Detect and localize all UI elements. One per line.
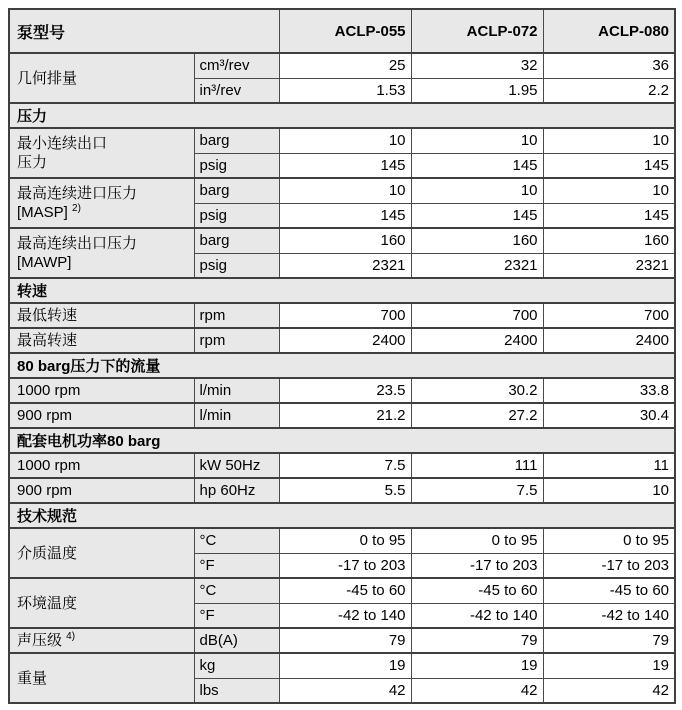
unit-cell: °C <box>194 578 279 603</box>
pump-spec-table <box>8 8 676 704</box>
unit-cell: in³/rev <box>194 78 279 103</box>
value-cell: 5.5 <box>279 478 411 503</box>
spec-label <box>9 303 194 328</box>
value-cell: 10 <box>543 178 675 203</box>
value-cell: 79 <box>411 628 543 653</box>
spec-row <box>9 653 675 678</box>
spec-label-line: 最低转速 <box>17 307 78 324</box>
value-cell: 10 <box>279 178 411 203</box>
value-cell: 30.2 <box>411 378 543 403</box>
value-cell: 32 <box>411 53 543 78</box>
spec-label-line: [MAWP] <box>17 254 72 271</box>
value-cell: 700 <box>279 303 411 328</box>
spec-row <box>9 528 675 553</box>
value-cell: 19 <box>411 653 543 678</box>
spec-row <box>9 228 675 253</box>
spec-label-line: 几何排量 <box>17 69 78 87</box>
spec-label-line: 压力 <box>17 154 48 171</box>
unit-cell: barg <box>194 228 279 253</box>
spec-row <box>9 178 675 203</box>
spec-label <box>9 628 194 653</box>
value-cell: 7.5 <box>279 453 411 478</box>
spec-label-line: [MASP] $^{2)}$ <box>17 203 81 221</box>
value-cell: 11 <box>543 453 675 478</box>
spec-row <box>9 303 675 328</box>
value-cell: 33.8 <box>543 378 675 403</box>
spec-table-body <box>9 53 675 703</box>
model-header-row <box>9 9 675 53</box>
value-cell: 2.2 <box>543 78 675 103</box>
spec-label-line: 1000 rpm <box>17 382 81 399</box>
value-cell: 25 <box>279 53 411 78</box>
unit-cell: °F <box>194 553 279 578</box>
unit-cell: °F <box>194 603 279 628</box>
spec-row <box>9 578 675 603</box>
value-cell: -42 to 140 <box>411 603 543 628</box>
spec-row <box>9 128 675 153</box>
unit-cell: dB(A) <box>194 628 279 653</box>
spec-label <box>9 328 194 353</box>
spec-label <box>9 653 194 703</box>
value-cell: 145 <box>279 153 411 178</box>
spec-label <box>9 478 194 503</box>
unit-cell: l/min <box>194 378 279 403</box>
unit-cell: psig <box>194 203 279 228</box>
spec-label <box>9 403 194 428</box>
value-cell: 79 <box>279 628 411 653</box>
model-column-header-2: ACLP-072 <box>411 9 543 53</box>
spec-label-line: 环境温度 <box>17 594 78 612</box>
value-cell: 160 <box>543 228 675 253</box>
footnote-marker: 2) <box>72 203 81 214</box>
spec-label <box>9 528 194 578</box>
value-cell: 10 <box>411 178 543 203</box>
value-cell: 160 <box>411 228 543 253</box>
value-cell: -42 to 140 <box>279 603 411 628</box>
unit-cell: l/min <box>194 403 279 428</box>
footnote-marker: 4) <box>66 631 76 642</box>
section-header: 压力 <box>9 103 675 128</box>
value-cell: -17 to 203 <box>543 553 675 578</box>
value-cell: 2400 <box>279 328 411 353</box>
value-cell: 21.2 <box>279 403 411 428</box>
value-cell: 27.2 <box>411 403 543 428</box>
value-cell: 19 <box>543 653 675 678</box>
section-header: 80 barg压力下的流量 <box>9 353 675 378</box>
value-cell: 111 <box>411 453 543 478</box>
value-cell: 10 <box>411 128 543 153</box>
value-cell: 10 <box>543 478 675 503</box>
value-cell: 2321 <box>279 253 411 278</box>
spec-label-line: 介质温度 <box>17 544 78 562</box>
value-cell: 30.4 <box>543 403 675 428</box>
spec-label-line: 最小连续出口 <box>17 135 108 152</box>
model-column-header-1: ACLP-055 <box>279 9 411 53</box>
spec-label <box>9 378 194 403</box>
unit-cell: psig <box>194 253 279 278</box>
spec-label-line: 最高转速 <box>17 332 78 349</box>
spec-label-line: 重量 <box>17 669 48 687</box>
value-cell: 10 <box>279 128 411 153</box>
section-header: 技术规范 <box>9 503 675 528</box>
value-cell: 2400 <box>411 328 543 353</box>
value-cell: -42 to 140 <box>543 603 675 628</box>
value-cell: 2321 <box>543 253 675 278</box>
value-cell: 7.5 <box>411 478 543 503</box>
unit-cell: barg <box>194 178 279 203</box>
value-cell: 1.95 <box>411 78 543 103</box>
unit-cell: cm³/rev <box>194 53 279 78</box>
unit-cell: kW 50Hz <box>194 453 279 478</box>
spec-row <box>9 478 675 503</box>
value-cell: -45 to 60 <box>279 578 411 603</box>
value-cell: -45 to 60 <box>411 578 543 603</box>
value-cell: 10 <box>543 128 675 153</box>
value-cell: 42 <box>279 678 411 703</box>
section-row <box>9 503 675 528</box>
section-row <box>9 353 675 378</box>
spec-row <box>9 53 675 78</box>
spec-row <box>9 328 675 353</box>
spec-row <box>9 403 675 428</box>
section-row <box>9 278 675 303</box>
section-row <box>9 103 675 128</box>
value-cell: 0 to 95 <box>279 528 411 553</box>
spec-row <box>9 453 675 478</box>
value-cell: 145 <box>411 203 543 228</box>
value-cell: 145 <box>543 203 675 228</box>
unit-cell: rpm <box>194 303 279 328</box>
spec-label-line: 声压级 $^{4)}$ <box>17 631 76 649</box>
spec-row <box>9 378 675 403</box>
value-cell: 1.53 <box>279 78 411 103</box>
value-cell: 700 <box>411 303 543 328</box>
spec-label <box>9 128 194 178</box>
value-cell: -17 to 203 <box>279 553 411 578</box>
value-cell: 700 <box>543 303 675 328</box>
spec-label <box>9 228 194 278</box>
unit-cell: hp 60Hz <box>194 478 279 503</box>
value-cell: 23.5 <box>279 378 411 403</box>
section-row <box>9 428 675 453</box>
value-cell: 145 <box>543 153 675 178</box>
spec-label-line: 900 rpm <box>17 482 73 499</box>
unit-cell: °C <box>194 528 279 553</box>
value-cell: 160 <box>279 228 411 253</box>
model-column-header-3: ACLP-080 <box>543 9 675 53</box>
pump-model-title: 泵型号 <box>9 9 279 53</box>
value-cell: -45 to 60 <box>543 578 675 603</box>
spec-label-line: 900 rpm <box>17 407 73 424</box>
spec-row <box>9 628 675 653</box>
value-cell: 79 <box>543 628 675 653</box>
unit-cell: lbs <box>194 678 279 703</box>
value-cell: 2400 <box>543 328 675 353</box>
spec-label-line: 1000 rpm <box>17 457 81 474</box>
value-cell: 19 <box>279 653 411 678</box>
section-header: 转速 <box>9 278 675 303</box>
spec-label-line: 最高连续出口压力 <box>17 235 138 252</box>
value-cell: 0 to 95 <box>543 528 675 553</box>
spec-label <box>9 453 194 478</box>
value-cell: 2321 <box>411 253 543 278</box>
value-cell: -17 to 203 <box>411 553 543 578</box>
value-cell: 145 <box>279 203 411 228</box>
value-cell: 0 to 95 <box>411 528 543 553</box>
spec-label <box>9 53 194 103</box>
unit-cell: rpm <box>194 328 279 353</box>
value-cell: 42 <box>411 678 543 703</box>
unit-cell: barg <box>194 128 279 153</box>
unit-cell: kg <box>194 653 279 678</box>
spec-label-line: 最高连续进口压力 <box>17 185 138 202</box>
value-cell: 145 <box>411 153 543 178</box>
section-header: 配套电机功率80 barg <box>9 428 675 453</box>
value-cell: 42 <box>543 678 675 703</box>
spec-label <box>9 178 194 228</box>
unit-cell: psig <box>194 153 279 178</box>
value-cell: 36 <box>543 53 675 78</box>
spec-label <box>9 578 194 628</box>
